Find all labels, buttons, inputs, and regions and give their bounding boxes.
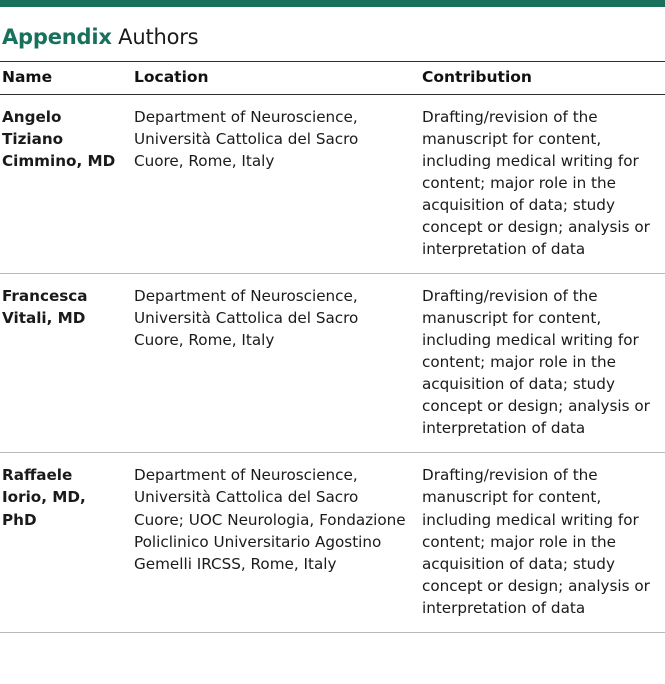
author-name: Angelo Tiziano Cimmino, MD [0,95,132,274]
author-contribution: Drafting/revision of the manuscript for content, including medical writing for content; major role in the acquisition of data; study concept or design; analysis or interpretation of data [420,274,665,453]
table-header-row [0,62,665,95]
author-name: Francesca Vitali, MD [0,274,132,453]
author-contribution: Drafting/revision of the manuscript for content, including medical writing for content; major role in the acquisition of data; study concept or design; analysis or interpretation of data [420,95,665,274]
column-header-contribution: Contribution [420,62,665,95]
author-location: Department of Neuroscience, Università Cattolica del Sacro Cuore; UOC Neurologia, Fondazione Policlinico Universitario Agostino Gemelli IRCSS, Rome, Italy [132,453,420,632]
column-header-name: Name [0,62,132,95]
author-name: Raffaele Iorio, MD, PhD [0,453,132,632]
author-location: Department of Neuroscience, Università Cattolica del Sacro Cuore, Rome, Italy [132,274,420,453]
page-title-strong: Appendix [2,25,112,49]
page-title [0,7,665,61]
author-location: Department of Neuroscience, Università Cattolica del Sacro Cuore, Rome, Italy [132,95,420,274]
table-row [0,95,665,274]
authors-table [0,61,665,633]
table-row [0,453,665,632]
table-header [0,62,665,95]
table-row [0,274,665,453]
column-header-location: Location [132,62,420,95]
author-contribution: Drafting/revision of the manuscript for content, including medical writing for content; major role in the acquisition of data; study concept or design; analysis or interpretation of data [420,453,665,632]
page-title-rest: Authors [111,25,199,49]
top-accent-rule [0,0,665,7]
table-body [0,95,665,633]
